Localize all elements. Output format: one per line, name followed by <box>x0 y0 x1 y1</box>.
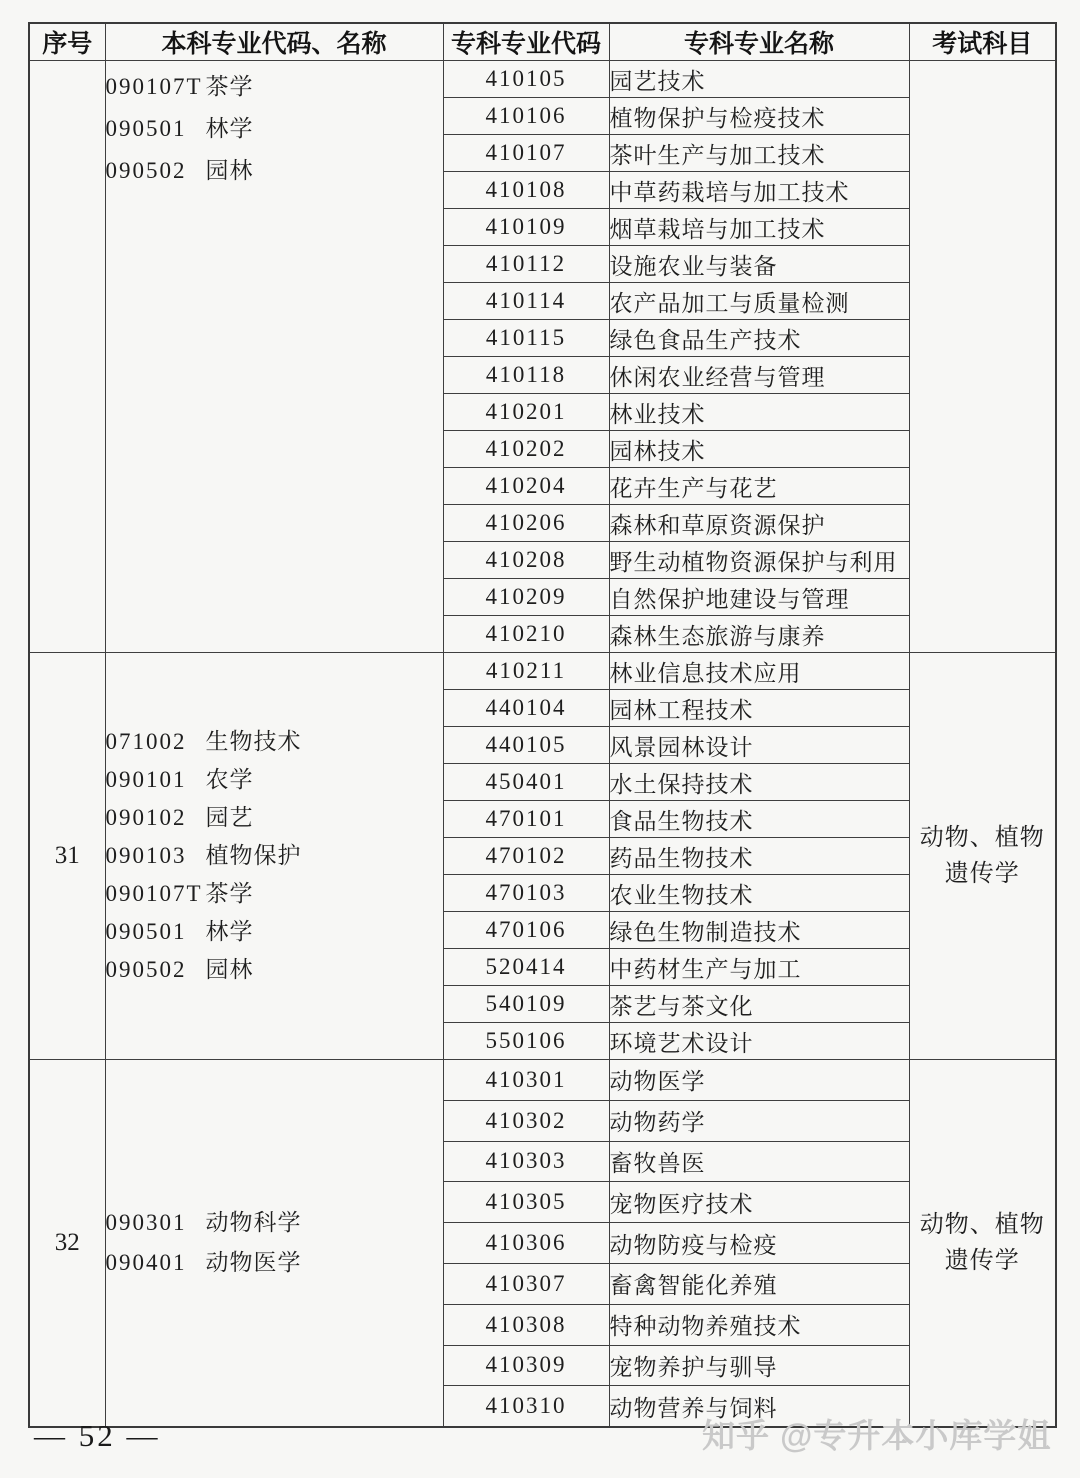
exam-subject-line: 动物、植物 <box>919 1212 1045 1239</box>
undergrad-major-name: 动物医学 <box>205 1250 302 1276</box>
table-header <box>29 23 1056 61</box>
college-name-cell: 植物保护与检疫技术 <box>609 98 909 135</box>
college-name-cell: 绿色生物制造技术 <box>609 912 909 949</box>
college-name-cell: 动物防疫与检疫 <box>609 1223 909 1264</box>
undergrad-major-code: 090102 <box>105 805 187 830</box>
college-name-cell: 农产品加工与质量检测 <box>609 283 909 320</box>
college-code-cell: 410309 <box>443 1345 609 1386</box>
undergrad-major-name: 园林 <box>205 158 254 183</box>
serial-cell: 32 <box>29 1060 105 1428</box>
college-code-cell: 410108 <box>443 172 609 209</box>
college-code-cell: 410202 <box>443 431 609 468</box>
college-code-cell: 410211 <box>443 653 609 690</box>
majors-table-wrap <box>28 22 1057 1428</box>
college-code-cell: 410201 <box>443 394 609 431</box>
college-name-cell: 动物药学 <box>609 1100 909 1141</box>
undergrad-major-name: 园艺 <box>205 805 254 830</box>
college-code-cell: 410209 <box>443 579 609 616</box>
college-name-cell: 食品生物技术 <box>609 801 909 838</box>
college-name-cell: 药品生物技术 <box>609 838 909 875</box>
undergrad-major-line <box>106 66 443 108</box>
table-body <box>29 61 1056 1428</box>
watermark-text: 知乎 @专升本小库学姐 <box>702 1417 1052 1454</box>
college-name-cell: 绿色食品生产技术 <box>609 320 909 357</box>
college-name-cell: 设施农业与装备 <box>609 246 909 283</box>
college-name-cell: 林业信息技术应用 <box>609 653 909 690</box>
college-code-cell: 520414 <box>443 949 609 986</box>
undergrad-major-code: 090107T <box>105 74 203 99</box>
undergrad-major-line <box>106 799 443 837</box>
college-code-cell: 410303 <box>443 1141 609 1182</box>
college-code-cell: 410306 <box>443 1223 609 1264</box>
college-name-cell: 花卉生产与花艺 <box>609 468 909 505</box>
college-name-cell: 畜禽智能化养殖 <box>609 1263 909 1304</box>
college-name-cell: 宠物养护与驯导 <box>609 1345 909 1386</box>
undergrad-major-code: 090501 <box>105 116 187 141</box>
undergrad-major-line <box>106 913 443 951</box>
undergrad-major-line <box>106 875 443 913</box>
exam-subject-line: 遗传学 <box>944 861 1020 887</box>
exam-subject-cell <box>909 1060 1056 1428</box>
college-name-cell: 环境艺术设计 <box>609 1023 909 1060</box>
college-code-cell: 410302 <box>443 1100 609 1141</box>
college-name-cell: 中草药栽培与加工技术 <box>609 172 909 209</box>
college-name-cell: 特种动物养殖技术 <box>609 1304 909 1345</box>
college-name-cell: 宠物医疗技术 <box>609 1182 909 1223</box>
undergrad-major-line <box>106 761 443 799</box>
college-name-cell: 茶叶生产与加工技术 <box>609 135 909 172</box>
college-code-cell: 440105 <box>443 727 609 764</box>
page-number: — 52 — <box>34 1418 161 1453</box>
college-name-cell: 风景园林设计 <box>609 727 909 764</box>
college-name-cell: 畜牧兽医 <box>609 1141 909 1182</box>
undergrad-major-name: 林学 <box>205 116 254 141</box>
undergrad-major-code: 090502 <box>105 957 187 982</box>
college-name-cell: 林业技术 <box>609 394 909 431</box>
header-serial: 序号 <box>29 23 105 61</box>
majors-table <box>28 22 1057 1428</box>
undergrad-major-name: 植物保护 <box>205 843 302 868</box>
college-code-cell: 410109 <box>443 209 609 246</box>
college-code-cell: 410206 <box>443 505 609 542</box>
exam-subject-line: 遗传学 <box>944 1248 1020 1275</box>
undergrad-majors-cell <box>105 61 443 653</box>
header-undergrad-code-name: 本科专业代码、名称 <box>105 23 443 61</box>
college-code-cell: 550106 <box>443 1023 609 1060</box>
exam-subject-cell <box>909 61 1056 653</box>
exam-subject-line: 动物、植物 <box>919 825 1045 851</box>
undergrad-major-name: 生物技术 <box>205 729 302 754</box>
college-code-cell: 470102 <box>443 838 609 875</box>
college-code-cell: 410208 <box>443 542 609 579</box>
header-college-code: 专科专业代码 <box>443 23 609 61</box>
undergrad-major-line <box>106 1243 443 1283</box>
undergrad-major-name: 茶学 <box>205 74 254 99</box>
college-name-cell: 森林和草原资源保护 <box>609 505 909 542</box>
college-name-cell: 野生动植物资源保护与利用 <box>609 542 909 579</box>
undergrad-major-line <box>106 108 443 150</box>
undergrad-major-name: 茶学 <box>205 881 254 906</box>
college-name-cell: 园艺技术 <box>609 61 909 98</box>
header-college-name: 专科专业名称 <box>609 23 909 61</box>
undergrad-major-code: 071002 <box>105 729 187 754</box>
undergrad-major-line <box>106 723 443 761</box>
undergrad-major-code: 090101 <box>105 767 187 792</box>
undergrad-major-line <box>106 951 443 989</box>
college-name-cell: 动物营养与饲料 <box>609 1386 909 1427</box>
undergrad-major-code: 090501 <box>105 919 187 944</box>
undergrad-major-line <box>106 1203 443 1243</box>
college-code-cell: 410310 <box>443 1386 609 1427</box>
college-code-cell: 440104 <box>443 690 609 727</box>
college-code-cell: 450401 <box>443 764 609 801</box>
table-row <box>29 61 1056 98</box>
college-code-cell: 540109 <box>443 986 609 1023</box>
undergrad-major-code: 090103 <box>105 843 187 868</box>
undergrad-major-code: 090301 <box>105 1210 187 1236</box>
table-header-row <box>29 23 1056 61</box>
undergrad-major-name: 林学 <box>205 919 254 944</box>
college-name-cell: 茶艺与茶文化 <box>609 986 909 1023</box>
college-code-cell: 410106 <box>443 98 609 135</box>
college-name-cell: 森林生态旅游与康养 <box>609 616 909 653</box>
undergrad-major-line <box>106 837 443 875</box>
undergrad-major-name: 动物科学 <box>205 1210 302 1236</box>
college-name-cell: 烟草栽培与加工技术 <box>609 209 909 246</box>
college-code-cell: 410305 <box>443 1182 609 1223</box>
college-code-cell: 410107 <box>443 135 609 172</box>
college-name-cell: 水土保持技术 <box>609 764 909 801</box>
undergrad-major-name: 农学 <box>205 767 254 792</box>
undergrad-major-line <box>106 150 443 192</box>
serial-cell: 31 <box>29 653 105 1060</box>
undergrad-majors-cell <box>105 653 443 1060</box>
college-code-cell: 470106 <box>443 912 609 949</box>
college-code-cell: 470103 <box>443 875 609 912</box>
undergrad-major-code: 090107T <box>105 881 203 906</box>
college-code-cell: 410301 <box>443 1060 609 1101</box>
college-code-cell: 410308 <box>443 1304 609 1345</box>
college-name-cell: 休闲农业经营与管理 <box>609 357 909 394</box>
undergrad-major-code: 090502 <box>105 158 187 183</box>
college-name-cell: 园林工程技术 <box>609 690 909 727</box>
college-code-cell: 410115 <box>443 320 609 357</box>
college-code-cell: 470101 <box>443 801 609 838</box>
college-code-cell: 410105 <box>443 61 609 98</box>
college-name-cell: 园林技术 <box>609 431 909 468</box>
college-name-cell: 自然保护地建设与管理 <box>609 579 909 616</box>
table-row <box>29 1060 1056 1101</box>
college-code-cell: 410118 <box>443 357 609 394</box>
exam-subject-cell <box>909 653 1056 1060</box>
header-exam-subject: 考试科目 <box>909 23 1056 61</box>
college-name-cell: 中药材生产与加工 <box>609 949 909 986</box>
college-name-cell: 农业生物技术 <box>609 875 909 912</box>
undergrad-major-name: 园林 <box>205 957 254 982</box>
table-row <box>29 653 1056 690</box>
undergrad-major-code: 090401 <box>105 1250 187 1276</box>
college-name-cell: 动物医学 <box>609 1060 909 1101</box>
serial-cell <box>29 61 105 653</box>
college-code-cell: 410210 <box>443 616 609 653</box>
college-code-cell: 410112 <box>443 246 609 283</box>
college-code-cell: 410307 <box>443 1263 609 1304</box>
college-code-cell: 410114 <box>443 283 609 320</box>
undergrad-majors-cell <box>105 1060 443 1428</box>
college-code-cell: 410204 <box>443 468 609 505</box>
